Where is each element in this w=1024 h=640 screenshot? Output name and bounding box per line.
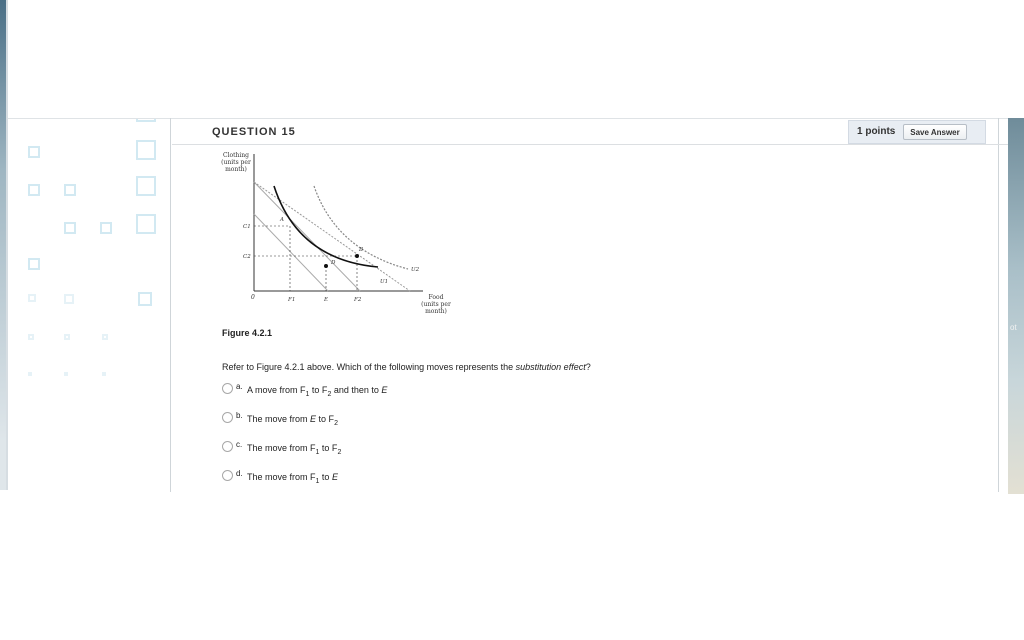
ylabel-line-1: Clothing bbox=[222, 152, 250, 159]
deco-square bbox=[28, 258, 40, 270]
option-text-c: The move from $F_1$ to $F_2$ bbox=[247, 443, 342, 456]
option-letter-a: a. bbox=[236, 382, 243, 391]
deco-square bbox=[64, 294, 74, 304]
question-header bbox=[172, 120, 1008, 145]
deco-square bbox=[64, 334, 70, 340]
deco-square bbox=[138, 292, 152, 306]
label-curve-u2: U2 bbox=[411, 267, 420, 273]
xlabel-line-1: Food bbox=[428, 294, 444, 301]
content-top-border bbox=[8, 118, 1008, 119]
option-letter-c: c. bbox=[236, 440, 243, 449]
radio-button-d[interactable] bbox=[222, 470, 233, 481]
label-point-d: D bbox=[331, 260, 336, 266]
content-left-border bbox=[170, 118, 171, 492]
decorative-pattern bbox=[8, 118, 170, 494]
deco-square bbox=[28, 146, 40, 158]
xlabel-line-2: (units per bbox=[421, 301, 451, 308]
right-edge-text: ot bbox=[1010, 323, 1017, 332]
ylabel-line-3: month) bbox=[225, 166, 247, 173]
indifference-curve-graph bbox=[218, 150, 458, 322]
tick-f2: F2 bbox=[354, 297, 362, 303]
option-text-b: The move from E to $F_2$ bbox=[247, 414, 338, 427]
indifference-curve-u1 bbox=[274, 186, 378, 267]
tick-f1: F1 bbox=[288, 297, 296, 303]
content-right-border bbox=[998, 118, 999, 492]
save-answer-button[interactable]: Save Answer bbox=[903, 124, 967, 140]
tick-c1: C1 bbox=[243, 224, 251, 230]
question-text-emphasis: substitution effect bbox=[515, 362, 586, 372]
deco-square bbox=[28, 184, 40, 196]
radio-button-b[interactable] bbox=[222, 412, 233, 423]
deco-square bbox=[136, 140, 156, 160]
deco-square bbox=[64, 222, 76, 234]
option-letter-d: d. bbox=[236, 469, 243, 478]
xlabel-line-3: month) bbox=[425, 308, 447, 315]
radio-button-a[interactable] bbox=[222, 383, 233, 394]
budget-line-compensated bbox=[254, 214, 328, 291]
deco-square bbox=[100, 222, 112, 234]
deco-square bbox=[28, 372, 32, 376]
point-b bbox=[355, 254, 359, 258]
question-text bbox=[222, 362, 591, 372]
points-box bbox=[848, 120, 986, 144]
option-text-d: The move from $F_1$ to E bbox=[247, 472, 338, 485]
deco-square bbox=[28, 334, 34, 340]
tick-c2: C2 bbox=[243, 254, 251, 260]
label-curve-u1: U1 bbox=[380, 279, 389, 285]
deco-square bbox=[102, 372, 106, 376]
deco-square bbox=[64, 372, 68, 376]
deco-square bbox=[136, 214, 156, 234]
deco-square bbox=[28, 294, 36, 302]
option-letter-b: b. bbox=[236, 411, 243, 420]
label-point-a: A bbox=[280, 217, 284, 223]
budget-line-new bbox=[254, 182, 410, 291]
radio-button-c[interactable] bbox=[222, 441, 233, 452]
origin-label: 0 bbox=[251, 294, 255, 301]
label-point-b: B bbox=[359, 247, 364, 253]
deco-square bbox=[102, 334, 108, 340]
deco-square bbox=[64, 184, 76, 196]
points-label: 1 points bbox=[857, 126, 896, 137]
question-title: QUESTION 15 bbox=[212, 126, 296, 138]
figure-caption: Figure 4.2.1 bbox=[222, 328, 273, 338]
point-d bbox=[324, 264, 328, 268]
option-text-a: A move from $F_1$ to $F_2$ and then to E bbox=[247, 385, 388, 398]
right-window-edge bbox=[1008, 118, 1024, 494]
question-text-prefix: Refer to Figure 4.2.1 above. Which of the following moves represents the bbox=[222, 362, 516, 372]
deco-square bbox=[136, 176, 156, 196]
ylabel-line-2: (units per bbox=[221, 159, 251, 166]
question-text-suffix: ? bbox=[585, 362, 591, 372]
budget-line-original bbox=[254, 182, 360, 291]
figure-4-2-1 bbox=[218, 150, 458, 327]
tick-e: E bbox=[324, 297, 329, 303]
